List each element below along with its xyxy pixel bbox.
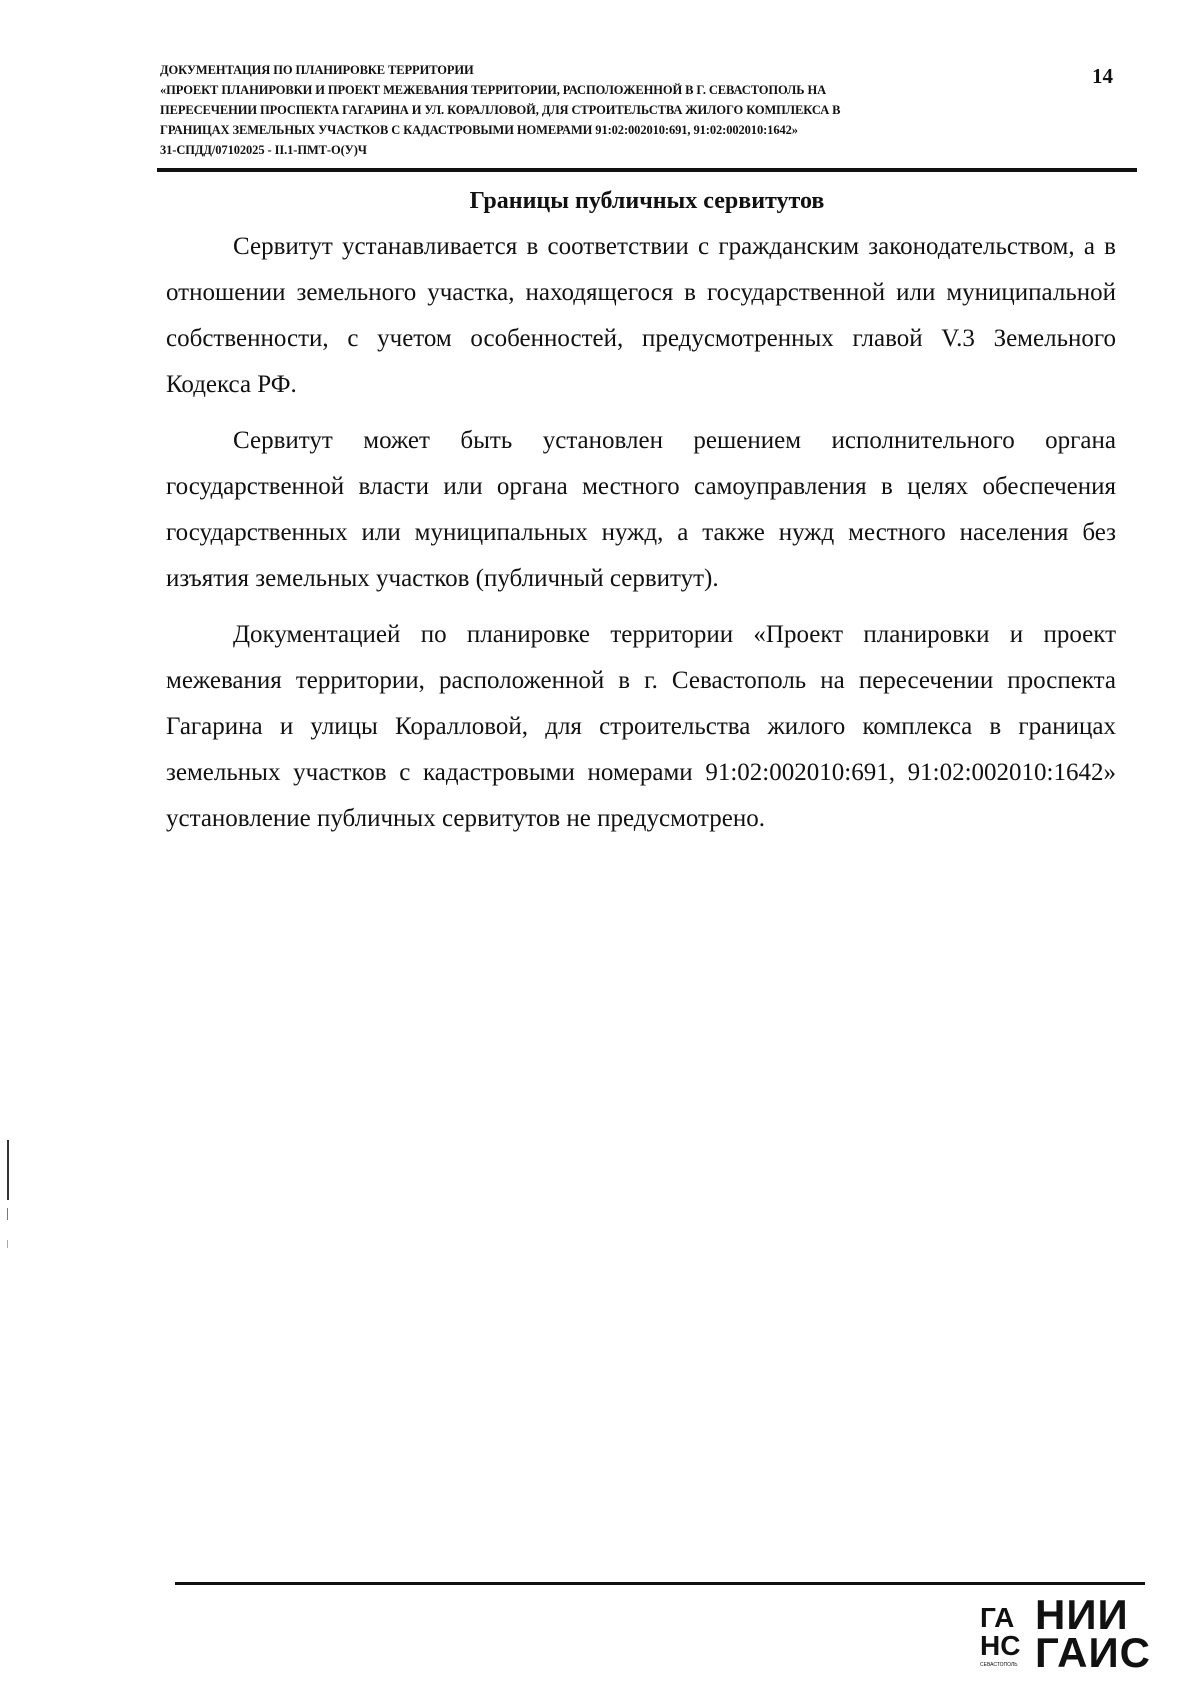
logo-mark-caption: СЕВАСТОПОЛЬ [980, 1662, 1018, 1668]
page-number: 14 [1092, 64, 1113, 88]
company-logo [980, 1591, 1152, 1677]
document-header [160, 60, 1060, 160]
header-line-3: ПЕРЕСЕЧЕНИИ ПРОСПЕКТА ГАГАРИНА И УЛ. КОРАЛЛОВОЙ, ДЛЯ СТРОИТЕЛЬСТВА ЖИЛОГО КОМПЛЕКСА В [160, 103, 841, 117]
paragraph-3: Документацией по планировке территории «Проект планировки и проект межевания территории, расположенной в г. Севастополь на пересечении проспекта Гагарина и улицы Коралловой, для строительства жилого комплекса в границах земельных участков с кадастровыми номерами 91:02:002010:691, 91:02:002010:1642» установление публичных сервитутов не предусмотрено. [166, 621, 1116, 832]
header-line-1: ДОКУМЕНТАЦИЯ ПО ПЛАНИРОВКЕ ТЕРРИТОРИИ [160, 63, 474, 77]
header-line-5: 31-СПДД/07102025 - II.1-ПМТ-О(У)Ч [160, 143, 367, 157]
logo-mark-top: ГА [980, 1602, 1015, 1633]
header-divider [157, 168, 1137, 172]
logo-mark-icon [980, 1599, 1030, 1669]
section-title: Границы публичных сервитутов [469, 188, 825, 214]
scan-artifact-dot [7, 1240, 8, 1248]
paragraph-2: Сервитут может быть установлен решением исполнительного органа государственной власти или органа местного самоуправления в целях обеспечения государственных или муниципальных нужд, а также нужд местного населения без изъятия земельных участков (публичный сервитут). [166, 427, 1116, 592]
paragraph-1: Сервитут устанавливается в соответствии с гражданским законодательством, а в отношении земельного участка, находящегося в государственной или муниципальной собственности, с учетом особенностей, предусмотренных главой V.3 Земельного Кодекса РФ. [166, 233, 1116, 398]
header-line-4: ГРАНИЦАХ ЗЕМЕЛЬНЫХ УЧАСТКОВ С КАДАСТРОВЫМИ НОМЕРАМИ 91:02:002010:691, 91:02:002010:1642» [160, 123, 798, 137]
footer-divider [175, 1582, 1145, 1585]
scan-artifact-line [7, 1140, 9, 1200]
logo-text-gais: ГАИС [1035, 1629, 1152, 1676]
scan-artifact-line-short [7, 1208, 8, 1220]
header-line-2: «ПРОЕКТ ПЛАНИРОВКИ И ПРОЕКТ МЕЖЕВАНИЯ ТЕРРИТОРИИ, РАСПОЛОЖЕННОЙ В Г. СЕВАСТОПОЛЬ НА [160, 83, 826, 97]
logo-text-nii: НИИ [1035, 1591, 1129, 1638]
logo-mark-bottom: НС [980, 1630, 1021, 1661]
section-body [166, 224, 1116, 852]
